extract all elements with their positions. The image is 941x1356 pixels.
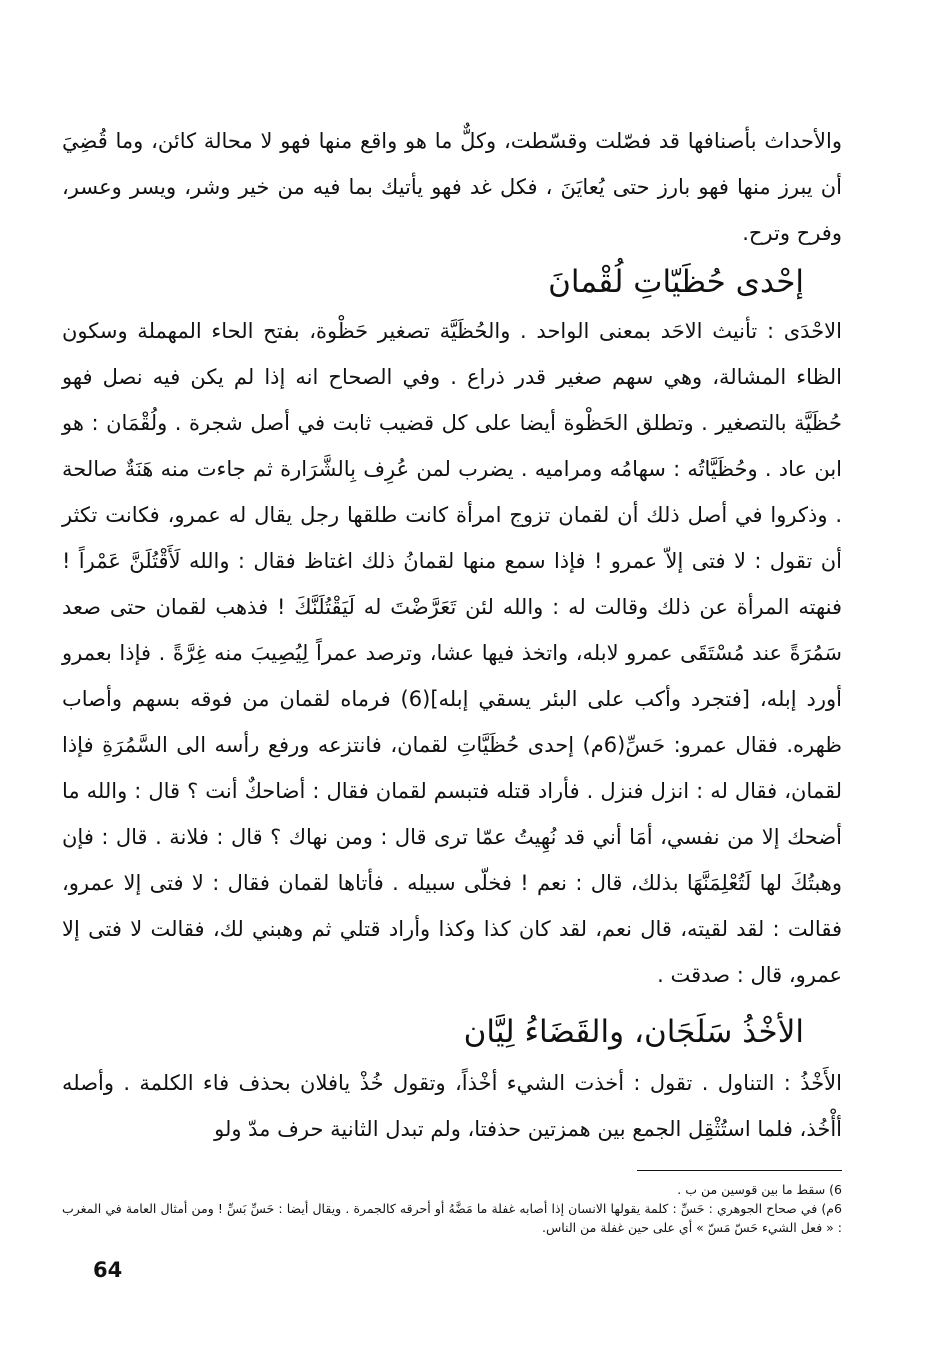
section-heading-1: إحْدى حُظَيّاتِ لُقْمانَ (548, 264, 804, 300)
footnotes (62, 1180, 842, 1237)
page-number: 64 (93, 1258, 123, 1282)
footnote-6m: 6م) في صحاح الجوهري : حَسِّ : كلمة يقولها الانسان إذا أصابه غفلة ما مَضَّهُ أو أحرقه كالجمرة . ويقال أيضا : حَسِّ بَسِّ ! ومن أمثال العامة في المغرب : « فعل الشيء حَسّ مَسّ » أي على حين غفلة من الناس. (62, 1201, 842, 1235)
section-2-paragraph: الأَخْذُ : التناول . تقول : أخذت الشيء أخْذاً، وتقول خُذْ يافلان بحذف فاء الكلمة . وأصله أأْخُذ، فلما استُثْقِل الجمع بين همزتين حذفتا، ولم تبدل الثانية حرف مدّ ولو (62, 1071, 842, 1141)
intro-paragraph: والأحداث بأصنافها قد فصّلت وقسّطت، وكلٌّ ما هو واقع منها فهو لا محالة كائن، وما قُضِيَ أن يبرز منها فهو بارز حتى يُعايَنَ ، فكل غد فهو يأتيك بما فيه من خير وشر، ويسر وعسر، وفرح وترح. (62, 129, 842, 245)
footnote-6: 6) سقط ما بين قوسين من ب . (677, 1182, 842, 1197)
section-1-paragraph: الاحْدَى : تأنيث الاحَد بمعنى الواحد . والحُظَيَّة تصغير حَظْوة، بفتح الحاء المهملة وسكون الظاء المشالة، وهي سهم صغير قدر ذراع . وفي الصحاح انه إذا لم يكن فيه نصل فهو حُظَيَّة بالتصغير . وتطلق الحَظْوة أيضا على كل قضيب ثابت في أصل شجرة . ولُقْمَان : هو ابن عاد . وحُظَيَّاتُه : سهامُه ومراميه . يضرب لمن عُرِف بِالشَّرَارة ثم جاءت منه هَنَةٌ صالحة . وذكروا في أصل ذلك أن لقمان تزوج امرأة كانت طلقها رجل يقال له عمرو، فكانت تكثر أن تقول : لا فتى إلاّ عمرو ! فإذا سمع منها لقمانُ ذلك اغتاظ فقال : والله لَأَقْتُلَنَّ عَمْراً ! فنهته المرأة عن ذلك وقالت له : والله لئن تَعَرَّضْتَ له لَيَقْتُلَنَّكَ ! فذهب لقمان حتى صعد سَمُرَةً عند مُسْتَقَى عمرو لابله، واتخذ فيها عشا، وترصد عمراً لِيُصِيبَ منه غِرَّةً . فإذا بعمرو أورد إبله، [فتجرد وأكب على البئر يسقي إبله](6) فرماه لقمان من فوقه بسهم وأصاب ظهره. فقال عمرو: حَسِّ(6م) إحدى حُظَيَّاتِ لقمان، فانتزعه ورفع رأسه الى السَّمُرَةِ فإذا لقمان، فقال له : انزل فنزل . فأراد قتله فتبسم لقمان فقال : أضاحكٌ أنت ؟ قال : والله ما أضحك إلا من نفسي، أمَا أني قد نُهِيتُ عمّا ترى قال : ومن نهاك ؟ قال : فلانة . قال : فإن وهبتُكَ لها لَتُعْلِمَنَّهَا بذلك، قال : نعم ! فخلّى سبيله . فأتاها لقمان فقال : لا فتى إلا عمرو، فقالت : لقد لقيته، قال نعم، لقد كان كذا وكذا وأراد قتلي ثم وهبني لك، فقالت لا فتى إلا عمرو، قال : صدقت . (62, 319, 842, 987)
page-body (62, 118, 842, 1152)
section-heading-2: الأخْذُ سَلَجَان، والقَضَاءُ لِيَّان (463, 1014, 804, 1050)
